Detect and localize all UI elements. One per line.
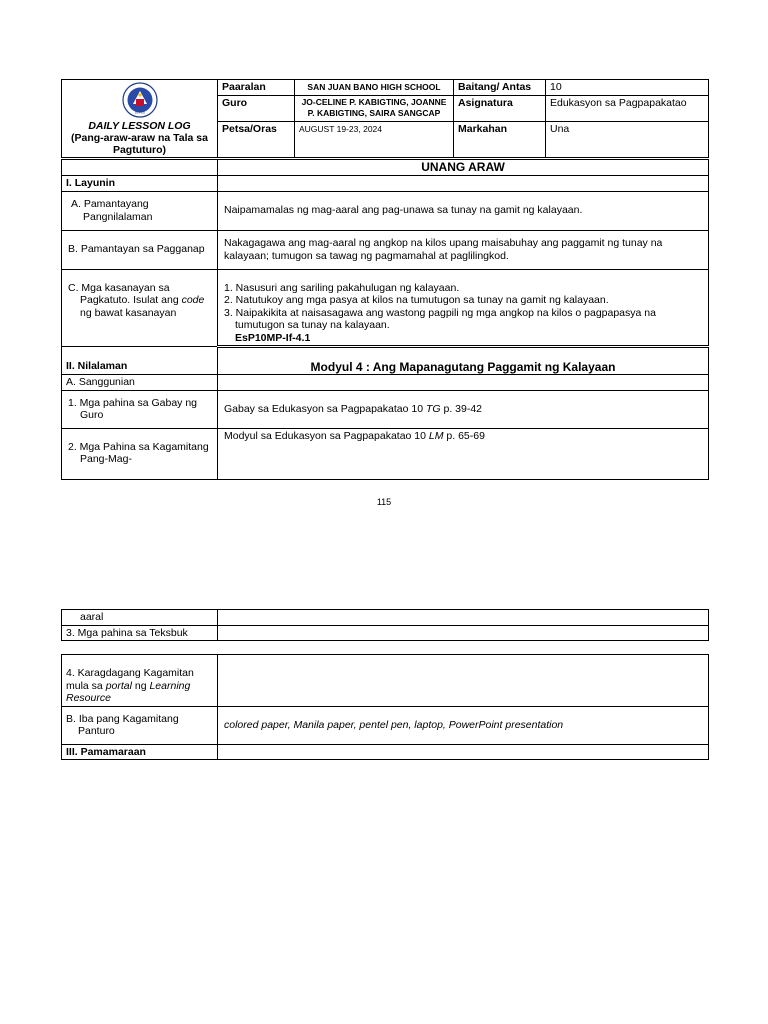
resources-table bbox=[61, 654, 709, 760]
continuation-table bbox=[61, 609, 709, 641]
lesson-table bbox=[61, 157, 709, 480]
deped-seal-icon bbox=[122, 82, 158, 118]
gabay-value: Gabay sa Edukasyon sa Pagpapakatao 10 TG p. 39-42 bbox=[218, 390, 709, 428]
kasanayan-item: 3. Naipakikita at naisasagawa ang wastong pagpili ng mga angkop na kilos o pagpapasya na tumutugon sa tunay na kalayaan. bbox=[224, 306, 656, 331]
pamantayang-value: Naipamamalas ng mag-aaral ang pag-unawa sa tunay na gamit ng kalayaan. bbox=[218, 191, 709, 230]
karagdagang-value bbox=[218, 655, 709, 707]
pagganap-label: B. Pamantayan sa Pagganap bbox=[62, 230, 218, 269]
kagamitan-label: 2. Mga Pahina sa Kagamitang Pang-Mag- bbox=[62, 428, 218, 479]
kasanayan-code: EsP10MP-If-4.1 bbox=[235, 331, 311, 344]
paaralan-label: Paaralan bbox=[218, 80, 295, 96]
iba-value: colored paper, Manila paper, pentel pen, laptop, PowerPoint presentation bbox=[218, 706, 709, 744]
asignatura-value: Edukasyon sa Pagpapakatao bbox=[546, 95, 709, 121]
nilalaman-value: Modyul 4 : Ang Mapanagutang Paggamit ng Kalayaan bbox=[218, 347, 709, 375]
petsa-label: Petsa/Oras bbox=[218, 121, 295, 157]
petsa-value: AUGUST 19-23, 2024 bbox=[295, 121, 454, 157]
kasanayan-item: 1. Nasusuri ang sariling pakahulugan ng kalayaan. bbox=[224, 281, 460, 294]
karagdagang-label: 4. Karagdagang Kagamitan mula sa portal ng Learning Resource bbox=[62, 655, 218, 707]
kagamitan-value: Modyul sa Edukasyon sa Pagpapakatao 10 LM p. 65-69 bbox=[218, 428, 709, 479]
sanggunian-value bbox=[218, 375, 709, 391]
dll-title: DAILY LESSON LOG bbox=[88, 120, 191, 132]
header-logo-cell bbox=[62, 80, 218, 158]
pamamaraan-label: III. Pamamaraan bbox=[62, 744, 218, 760]
pamantayang-label: A. Pamantayang Pangnilalaman bbox=[62, 191, 218, 230]
kasanayan-item: 2. Natutukoy ang mga pasya at kilos na tumutugon sa tunay na gamit ng kalayaan. bbox=[224, 294, 609, 306]
sanggunian-label: A. Sanggunian bbox=[62, 375, 218, 391]
teksbuk-value bbox=[218, 625, 709, 641]
kasanayan-label: C. Mga kasanayan sa Pagkatuto. Isulat ang code ng bawat kasanayan bbox=[62, 269, 218, 347]
pagganap-value: Nakagagawa ang mag-aaral ng angkop na kilos upang maisabuhay ang paggamit ng tunay na kalayaan; tumugon sa tawag ng pagmamahal at paglilingkod. bbox=[218, 230, 709, 269]
guro-value: JO-CELINE P. KABIGTING, JOANNE P. KABIGTING, SAIRA SANGCAP bbox=[295, 95, 454, 121]
aaral-value bbox=[218, 610, 709, 626]
baitang-value: 10 bbox=[546, 80, 709, 96]
day-heading-left bbox=[62, 159, 218, 176]
markahan-label: Markahan bbox=[454, 121, 546, 157]
markahan-value: Una bbox=[546, 121, 709, 157]
page-number: 115 bbox=[376, 497, 392, 507]
nilalaman-label: II. Nilalaman bbox=[62, 347, 218, 375]
gabay-label: 1. Mga pahina sa Gabay ng Guro bbox=[62, 390, 218, 428]
kasanayan-list bbox=[218, 269, 709, 347]
baitang-label: Baitang/ Antas bbox=[454, 80, 546, 96]
asignatura-label: Asignatura bbox=[454, 95, 546, 121]
pamamaraan-value bbox=[218, 744, 709, 760]
header-table bbox=[61, 79, 709, 158]
iba-label: B. Iba pang Kagamitang Panturo bbox=[62, 706, 218, 744]
dll-subtitle: (Pang-araw-araw na Tala sa Pagtuturo) bbox=[71, 132, 208, 156]
paaralan-value: SAN JUAN BANO HIGH SCHOOL bbox=[295, 80, 454, 96]
layunin-value bbox=[218, 176, 709, 192]
day-heading: UNANG ARAW bbox=[218, 159, 709, 176]
svg-text:DEPED: DEPED bbox=[134, 110, 145, 115]
layunin-label: I. Layunin bbox=[62, 176, 218, 192]
guro-label: Guro bbox=[218, 95, 295, 121]
teksbuk-label: 3. Mga pahina sa Teksbuk bbox=[62, 625, 218, 641]
aaral-label: aaral bbox=[62, 610, 218, 626]
